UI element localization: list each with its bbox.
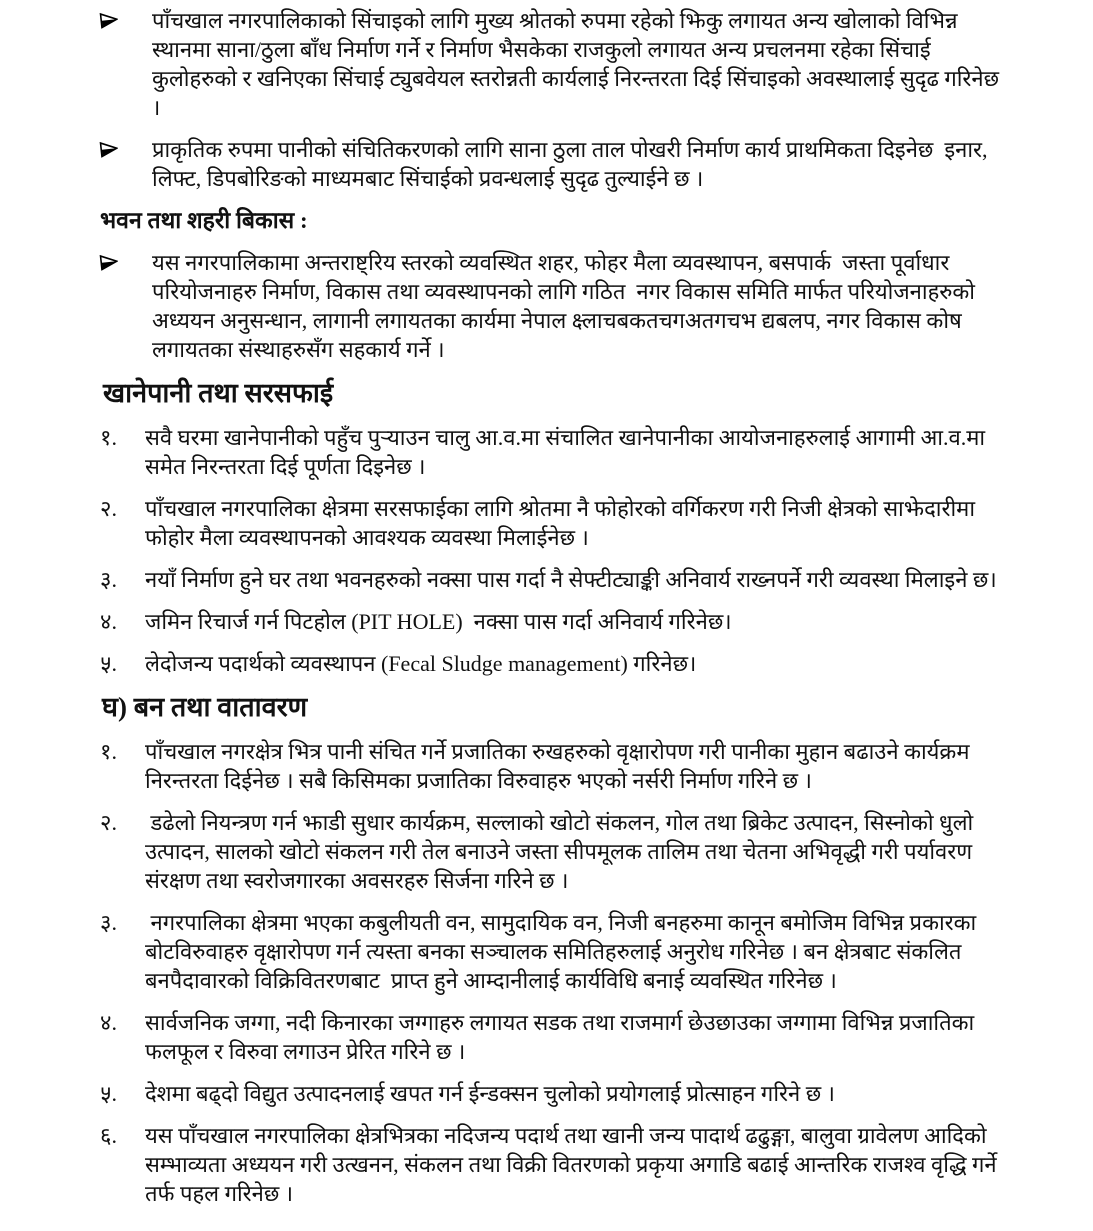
item-number: ३. — [100, 910, 117, 935]
bullet-item — [100, 248, 1001, 364]
bullet-text: यस नगरपालिकामा अन्तराष्ट्रिय स्तरको व्यवस्थित शहर, फोहर मैला व्यवस्थापन, बसपार्क जस्ता पूर्वाधार परियोजनाहरु निर्माण, विकास तथा व्यवस्थापनको लागि गठित नगर विकास समिति मार्फत परियोजनाहरुको अध्ययन अनुसन्धान, लागानी लगायतका कार्यमा नेपाल क्ष्लाचबकतचगअतगचभ द्यबलप, नगर विकास कोष लगायतका संस्थाहरुसँग सहकार्य गर्ने । — [152, 250, 981, 362]
list-item-text: नगरपालिका क्षेत्रमा भएका कबुलीयती वन, सामुदायिक वन, निजी बनहरुमा कानून बमोजिम विभिन्न प्रकारका बोटविरुवाहरु वृक्षारोपण गर्न त्यस्ता बनका सञ्चालक समितिहरुलाई अनुरोध गरिनेछ । बन क्षेत्रबाट संकलित बनपैदावारको विक्रिवितरणबाट प्राप्त हुने आम्दानीलाई कार्यविधि बनाई व्यवस्थित गरिनेछ । — [145, 910, 982, 993]
list-item-text: डढेलो नियन्त्रण गर्न झाडी सुधार कार्यक्रम, सल्लाको खोटो संकलन, गोल तथा ब्रिकेट उत्पादन, सिस्नोको धुलो उत्पादन, सालको खोटो संकलन गरी तेल बनाउने जस्ता सीपमूलक तालिम तथा चेतना अभिवृद्धी गरी पर्यावरण संरक्षण तथा स्वरोजगारका अवसरहरु सिर्जना गरिने छ । — [145, 810, 979, 893]
list-item — [100, 565, 1001, 594]
bullet-text: प्राकृतिक रुपमा पानीको संचितिकरणको लागि साना ठुला ताल पोखरी निर्माण कार्य प्राथमिकता दिइनेछ इनार, लिफ्ट, डिपबोरिङको माध्यमबाट सिंचाईको प्रवन्धलाई सुदृढ तुल्याईने छ । — [152, 137, 994, 191]
item-number: २. — [100, 496, 117, 521]
item-number: ४. — [100, 609, 117, 634]
arrow-bullet-icon — [100, 248, 152, 270]
list-item-text: लेदोजन्य पदार्थको व्यवस्थापन (Fecal Sludge management) गरिनेछ। — [145, 651, 697, 676]
list-item — [100, 808, 1001, 895]
list-item-text: सार्वजनिक जग्गा, नदी किनारका जग्गाहरु लगायत सडक तथा राजमार्ग छेउछाउका जग्गामा विभिन्न प्रजातिका फलफूल र विरुवा लगाउन प्रेरित गरिने छ । — [145, 1010, 980, 1064]
section-heading-urban-development: भवन तथा शहरी बिकास : — [100, 208, 308, 233]
item-number: १. — [100, 739, 117, 764]
list-item — [100, 908, 1001, 995]
item-number: ४. — [100, 1010, 117, 1035]
list-item — [100, 607, 1001, 636]
arrow-bullet-icon — [100, 6, 152, 28]
section-heading-forest-environment: घ) बन तथा वातावरण — [102, 692, 308, 722]
list-item-text: देशमा बढ्दो विद्युत उत्पादनलाई खपत गर्न ईन्डक्सन चुलोको प्रयोगलाई प्रोत्साहन गरिने छ । — [145, 1081, 835, 1106]
item-number: १. — [100, 425, 117, 450]
list-item-text: पाँचखाल नगरपालिका क्षेत्रमा सरसफाईका लागि श्रोतमा नै फोहोरको वर्गिकरण गरी निजी क्षेत्रको साझेदारीमा फोहोर मैला व्यवस्थापनको आवश्यक व्यवस्था मिलाईनेछ । — [145, 496, 981, 550]
list-item — [100, 1008, 1001, 1066]
item-number: ५. — [100, 651, 117, 676]
item-number: २. — [100, 810, 117, 835]
section-heading-water-sanitation: खानेपानी तथा सरसफाई — [103, 378, 334, 408]
bullet-text: पाँचखाल नगरपालिकाको सिंचाइको लागि मुख्य श्रोतको रुपमा रहेको झिकु लगायत अन्य खोलाको विभिन्न स्थानमा साना/ठुला बाँध निर्माण गर्ने र निर्माण भैसकेका राजकुलो लगायत अन्य प्रचलनमा रहेका सिंचाई कुलोहरुको र खनिएका सिंचाई ट्युबवेयल स्तरोन्नती कार्यलाई निरन्तरता दिई सिंचाइको अवस्थालाई सुदृढ गरिनेछ । — [152, 8, 1005, 120]
arrow-bullet-icon — [100, 135, 152, 157]
bullet-item — [100, 6, 1005, 122]
item-number: ३. — [100, 567, 117, 592]
list-item — [100, 649, 1001, 678]
list-item — [100, 737, 1001, 795]
list-item — [100, 1079, 1001, 1108]
list-item — [100, 494, 1001, 552]
list-item-text: जमिन रिचार्ज गर्न पिटहोल (PIT HOLE) नक्सा पास गर्दा अनिवार्य गरिनेछ। — [145, 609, 732, 634]
list-item-text: सवै घरमा खानेपानीको पहुँच पुर्‍याउन चालु आ.व.मा संचालित खानेपानीका आयोजनाहरुलाई आगामी आ.व.मा समेत निरन्तरता दिई पूर्णता दिइनेछ । — [145, 425, 1002, 479]
list-item-text: यस पाँचखाल नगरपालिका क्षेत्रभित्रका नदिजन्य पदार्थ तथा खानी जन्य पादार्थ ढढुङ्गा, बालुवा ग्रावेलण आदिको सम्भाव्यता अध्ययन गरी उत्खनन, संकलन तथा विक्री वितरणको प्रकृया अगाडि बढाई आन्तरिक राजश्व वृद्धि गर्ने तर्फ पहल गरिनेछ । — [145, 1123, 1003, 1206]
item-number: ६. — [100, 1123, 117, 1148]
list-item-text: नयाँ निर्माण हुने घर तथा भवनहरुको नक्सा पास गर्दा नै सेफ्टीट्याङ्की अनिवार्य राख्नपर्ने गरी व्यवस्था मिलाइने छ। — [145, 567, 997, 592]
bullet-item — [100, 135, 1001, 193]
list-item — [100, 423, 1001, 481]
list-item-text: पाँचखाल नगरक्षेत्र भित्र पानी संचित गर्ने प्रजातिका रुखहरुको वृक्षारोपण गरी पानीका मुहान बढाउने कार्यक्रम निरन्तरता दिईनेछ । सबै किसिमका प्रजातिका विरुवाहरु भएको नर्सरी निर्माण गरिने छ । — [145, 739, 975, 793]
list-item — [100, 1121, 1001, 1208]
item-number: ५. — [100, 1081, 117, 1106]
